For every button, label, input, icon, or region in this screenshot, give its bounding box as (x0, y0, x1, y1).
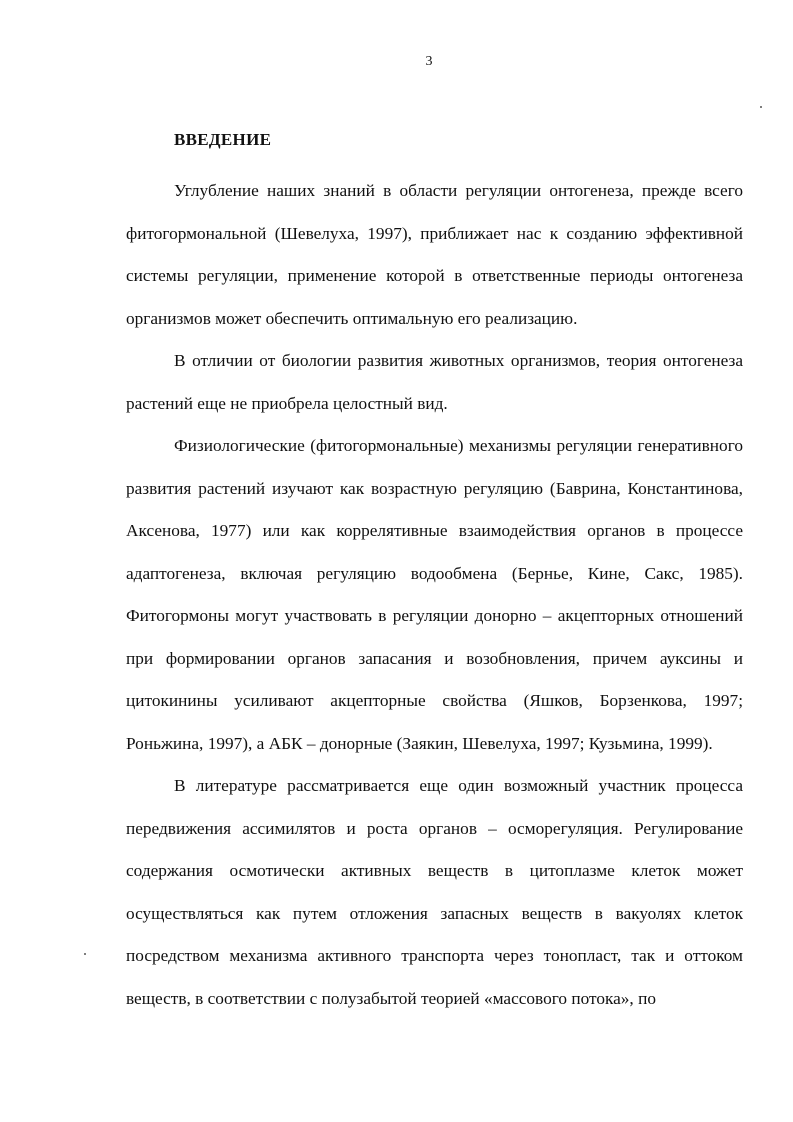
page-number: 3 (425, 54, 433, 69)
scan-speck (84, 953, 86, 955)
paragraph-4: В литературе рассматривается еще один возможный участник процесса передвижения ассимилятов и роста органов – осморегуляция. Регулирование содержания осмотически активных веществ в цитоплазме клеток может осуществляться как путем отложения запасных веществ в вакуолях клеток посредством механизма активного транспорта через тонопласт, так и оттоком веществ, в соответствии с полузабытой теорией «массового потока», по (126, 776, 743, 1008)
body-text (126, 122, 743, 1020)
scan-speck (760, 106, 762, 108)
paragraph-1: Углубление наших знаний в области регуляции онтогенеза, прежде всего фитогормональной (Шевелуха, 1997), приближает нас к созданию эффективной системы регуляции, применение которой в ответственные периоды онтогенеза организмов может обеспечить оптимальную его реализацию. (126, 181, 743, 328)
paragraph-2: В отличии от биологии развития животных организмов, теория онтогенеза растений еще не приобрела целостный вид. (126, 351, 743, 413)
section-heading: ВВЕДЕНИЕ (174, 130, 272, 149)
paragraph-3: Физиологические (фитогормональные) механизмы регуляции генеративного развития растений изучают как возрастную регуляцию (Баврина, Константинова, Аксенова, 1977) или как коррелятивные взаимодействия органов в процессе адаптогенеза, включая регуляцию водообмена (Бернье, Кине, Сакс, 1985). Фитогормоны могут участвовать в регуляции донорно – акцепторных отношений при формировании органов запасания и возобновления, причем ауксины и цитокинины усиливают акцепторные свойства (Яшков, Борзенкова, 1997; Роньжина, 1997), а АБК – донорные (Заякин, Шевелуха, 1997; Кузьмина, 1999). (126, 436, 743, 753)
